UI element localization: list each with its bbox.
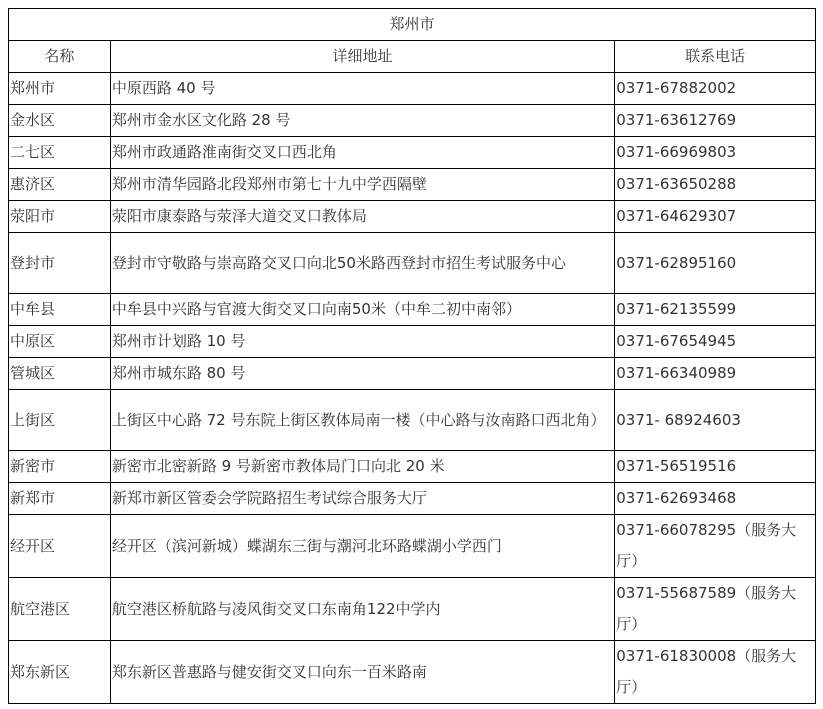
cell-address: 荥阳市康泰路与荥泽大道交叉口教体局 xyxy=(110,201,614,233)
cell-address: 郑东新区普惠路与健安街交叉口向东一百米路南 xyxy=(110,641,614,704)
cell-phone: 0371- 68924603 xyxy=(615,390,816,451)
cell-name: 中原区 xyxy=(9,326,111,358)
cell-phone: 0371-63650288 xyxy=(615,169,816,201)
cell-address: 新郑市新区管委会学院路招生考试综合服务大厅 xyxy=(110,483,614,515)
cell-phone: 0371-61830008（服务大厅） xyxy=(615,641,816,704)
cell-name: 管城区 xyxy=(9,358,111,390)
cell-phone: 0371-66969803 xyxy=(615,137,816,169)
table-row xyxy=(9,641,816,704)
table-row xyxy=(9,483,816,515)
table-row xyxy=(9,169,816,201)
cell-address: 中原西路 40 号 xyxy=(110,73,614,105)
cell-address: 郑州市计划路 10 号 xyxy=(110,326,614,358)
cell-phone: 0371-62135599 xyxy=(615,294,816,326)
cell-address: 航空港区桥航路与凌风街交叉口东南角122中学内 xyxy=(110,578,614,641)
cell-name: 新密市 xyxy=(9,451,111,483)
cell-phone: 0371-62693468 xyxy=(615,483,816,515)
cell-address: 中牟县中兴路与官渡大街交叉口向南50米（中牟二初中南邻） xyxy=(110,294,614,326)
cell-phone: 0371-67654945 xyxy=(615,326,816,358)
cell-name: 二七区 xyxy=(9,137,111,169)
cell-name: 航空港区 xyxy=(9,578,111,641)
header-address: 详细地址 xyxy=(110,41,614,73)
cell-name: 登封市 xyxy=(9,233,111,294)
cell-name: 新郑市 xyxy=(9,483,111,515)
table-title: 郑州市 xyxy=(9,9,816,41)
cell-name: 上街区 xyxy=(9,390,111,451)
cell-address: 登封市守敬路与崇高路交叉口向北50米路西登封市招生考试服务中心 xyxy=(110,233,614,294)
cell-phone: 0371-55687589（服务大厅） xyxy=(615,578,816,641)
table-row xyxy=(9,451,816,483)
table-body xyxy=(9,73,816,704)
cell-name: 郑州市 xyxy=(9,73,111,105)
cell-address: 郑州市清华园路北段郑州市第七十九中学西隔壁 xyxy=(110,169,614,201)
cell-phone: 0371-66340989 xyxy=(615,358,816,390)
table-row xyxy=(9,201,816,233)
table-row xyxy=(9,105,816,137)
cell-address: 新密市北密新路 9 号新密市教体局门口向北 20 米 xyxy=(110,451,614,483)
cell-address: 郑州市城东路 80 号 xyxy=(110,358,614,390)
cell-phone: 0371-56519516 xyxy=(615,451,816,483)
cell-phone: 0371-63612769 xyxy=(615,105,816,137)
contact-table xyxy=(8,8,816,704)
cell-address: 上街区中心路 72 号东院上街区教体局南一楼（中心路与汝南路口西北角） xyxy=(110,390,614,451)
cell-name: 经开区 xyxy=(9,515,111,578)
cell-name: 惠济区 xyxy=(9,169,111,201)
cell-phone: 0371-66078295（服务大厅） xyxy=(615,515,816,578)
table-row xyxy=(9,515,816,578)
table-row xyxy=(9,137,816,169)
header-phone: 联系电话 xyxy=(615,41,816,73)
table-title-row xyxy=(9,9,816,41)
cell-address: 郑州市政通路淮南街交叉口西北角 xyxy=(110,137,614,169)
table-row xyxy=(9,233,816,294)
table-row xyxy=(9,578,816,641)
cell-phone: 0371-64629307 xyxy=(615,201,816,233)
table-row xyxy=(9,73,816,105)
table-header-row xyxy=(9,41,816,73)
table-row xyxy=(9,390,816,451)
cell-name: 郑东新区 xyxy=(9,641,111,704)
table-row xyxy=(9,294,816,326)
cell-name: 中牟县 xyxy=(9,294,111,326)
cell-phone: 0371-62895160 xyxy=(615,233,816,294)
cell-phone: 0371-67882002 xyxy=(615,73,816,105)
table-row xyxy=(9,326,816,358)
header-name: 名称 xyxy=(9,41,111,73)
cell-name: 金水区 xyxy=(9,105,111,137)
cell-address: 经开区（滨河新城）蝶湖东三街与潮河北环路蝶湖小学西门 xyxy=(110,515,614,578)
cell-address: 郑州市金水区文化路 28 号 xyxy=(110,105,614,137)
cell-name: 荥阳市 xyxy=(9,201,111,233)
table-row xyxy=(9,358,816,390)
